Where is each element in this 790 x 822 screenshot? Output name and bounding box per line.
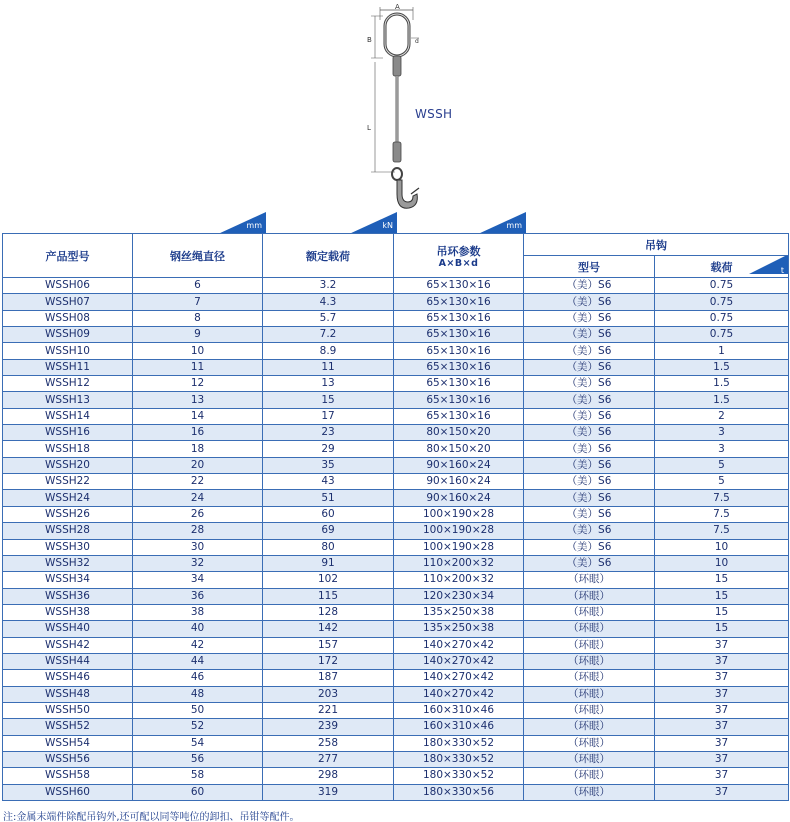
cell-rated-load: 11 xyxy=(263,359,394,375)
cell-diameter: 38 xyxy=(133,604,263,620)
cell-hook-load: 15 xyxy=(655,621,789,637)
cell-hook-load: 15 xyxy=(655,572,789,588)
cell-hook-type: （环眼） xyxy=(524,604,655,620)
cell-diameter: 50 xyxy=(133,702,263,718)
cell-diameter: 9 xyxy=(133,327,263,343)
cell-rated-load: 298 xyxy=(263,768,394,784)
cell-hook-load: 10 xyxy=(655,539,789,555)
cell-hook-type: （环眼） xyxy=(524,735,655,751)
cell-model: WSSH26 xyxy=(3,506,133,522)
cell-hook-load: 37 xyxy=(655,702,789,718)
cell-ring-dims: 180×330×56 xyxy=(394,784,524,800)
table-row xyxy=(3,310,789,326)
cell-hook-load: 37 xyxy=(655,637,789,653)
cell-hook-type: （美）S6 xyxy=(524,327,655,343)
cell-diameter: 40 xyxy=(133,621,263,637)
table-row xyxy=(3,572,789,588)
unit-hook-load: t xyxy=(780,266,784,275)
cell-rated-load: 29 xyxy=(263,441,394,457)
cell-hook-load: 1 xyxy=(655,343,789,359)
cell-hook-type: （美）S6 xyxy=(524,392,655,408)
cell-hook-type: （环眼） xyxy=(524,653,655,669)
table-row xyxy=(3,359,789,375)
cell-rated-load: 80 xyxy=(263,539,394,555)
cell-model: WSSH56 xyxy=(3,751,133,767)
cell-model: WSSH16 xyxy=(3,425,133,441)
cell-ring-dims: 110×200×32 xyxy=(394,572,524,588)
cell-model: WSSH42 xyxy=(3,637,133,653)
cell-model: WSSH10 xyxy=(3,343,133,359)
table-row xyxy=(3,621,789,637)
cell-hook-load: 2 xyxy=(655,408,789,424)
cell-model: WSSH44 xyxy=(3,653,133,669)
cell-model: WSSH54 xyxy=(3,735,133,751)
cell-diameter: 26 xyxy=(133,506,263,522)
cell-model: WSSH30 xyxy=(3,539,133,555)
table-row xyxy=(3,392,789,408)
spec-table xyxy=(2,233,789,801)
cell-model: WSSH40 xyxy=(3,621,133,637)
cell-ring-dims: 140×270×42 xyxy=(394,686,524,702)
cell-rated-load: 91 xyxy=(263,555,394,571)
cell-diameter: 48 xyxy=(133,686,263,702)
table-row xyxy=(3,555,789,571)
cell-ring-dims: 100×190×28 xyxy=(394,506,524,522)
cell-rated-load: 258 xyxy=(263,735,394,751)
cell-diameter: 60 xyxy=(133,784,263,800)
cell-diameter: 10 xyxy=(133,343,263,359)
cell-hook-load: 10 xyxy=(655,555,789,571)
header-hook-load: 载荷 xyxy=(710,260,733,274)
cell-hook-type: （环眼） xyxy=(524,572,655,588)
cell-model: WSSH06 xyxy=(3,278,133,294)
cell-hook-type: （美）S6 xyxy=(524,359,655,375)
cell-rated-load: 15 xyxy=(263,392,394,408)
cell-ring-dims: 100×190×28 xyxy=(394,523,524,539)
ring-params-label: 吊环参数 xyxy=(436,244,481,258)
cell-rated-load: 187 xyxy=(263,670,394,686)
header-model: 产品型号 xyxy=(3,234,133,278)
table-body xyxy=(3,278,789,801)
cell-hook-load: 37 xyxy=(655,670,789,686)
cell-rated-load: 51 xyxy=(263,490,394,506)
cell-hook-load: 0.75 xyxy=(655,278,789,294)
cell-rated-load: 43 xyxy=(263,474,394,490)
cell-diameter: 22 xyxy=(133,474,263,490)
table-row xyxy=(3,408,789,424)
cell-model: WSSH11 xyxy=(3,359,133,375)
table-row xyxy=(3,702,789,718)
cell-hook-type: （环眼） xyxy=(524,702,655,718)
cell-ring-dims: 135×250×38 xyxy=(394,604,524,620)
cell-ring-dims: 160×310×46 xyxy=(394,702,524,718)
cell-model: WSSH34 xyxy=(3,572,133,588)
cell-ring-dims: 65×130×16 xyxy=(394,278,524,294)
cell-diameter: 32 xyxy=(133,555,263,571)
table-row xyxy=(3,653,789,669)
header-hook-type: 型号 xyxy=(524,256,655,278)
cell-model: WSSH24 xyxy=(3,490,133,506)
cell-hook-type: （美）S6 xyxy=(524,490,655,506)
cell-rated-load: 277 xyxy=(263,751,394,767)
cell-hook-type: （环眼） xyxy=(524,686,655,702)
cell-hook-type: （环眼） xyxy=(524,637,655,653)
cell-model: WSSH28 xyxy=(3,523,133,539)
cell-hook-load: 37 xyxy=(655,735,789,751)
table-row xyxy=(3,735,789,751)
ring-dims-label: A×B×d xyxy=(438,257,479,269)
cell-rated-load: 157 xyxy=(263,637,394,653)
cell-hook-type: （环眼） xyxy=(524,768,655,784)
cell-diameter: 20 xyxy=(133,457,263,473)
cell-diameter: 36 xyxy=(133,588,263,604)
cell-rated-load: 172 xyxy=(263,653,394,669)
cell-hook-load: 0.75 xyxy=(655,310,789,326)
cell-rated-load: 3.2 xyxy=(263,278,394,294)
cell-ring-dims: 180×330×52 xyxy=(394,735,524,751)
cell-hook-load: 37 xyxy=(655,751,789,767)
cell-rated-load: 102 xyxy=(263,572,394,588)
header-hook-load-cell xyxy=(655,256,789,278)
cell-ring-dims: 65×130×16 xyxy=(394,343,524,359)
spec-table-wrap xyxy=(2,233,788,801)
cell-ring-dims: 140×270×42 xyxy=(394,637,524,653)
cell-hook-type: （环眼） xyxy=(524,784,655,800)
cell-hook-type: （美）S6 xyxy=(524,343,655,359)
cell-hook-type: （环眼） xyxy=(524,719,655,735)
table-row xyxy=(3,751,789,767)
table-row xyxy=(3,539,789,555)
header-diameter: 钢丝绳直径 xyxy=(133,234,263,278)
cell-diameter: 54 xyxy=(133,735,263,751)
cell-diameter: 12 xyxy=(133,376,263,392)
cell-hook-type: （美）S6 xyxy=(524,425,655,441)
cell-diameter: 8 xyxy=(133,310,263,326)
cell-model: WSSH18 xyxy=(3,441,133,457)
cell-rated-load: 142 xyxy=(263,621,394,637)
cell-diameter: 34 xyxy=(133,572,263,588)
cell-hook-load: 0.75 xyxy=(655,294,789,310)
cell-rated-load: 319 xyxy=(263,784,394,800)
cell-diameter: 7 xyxy=(133,294,263,310)
diagram-label: WSSH xyxy=(415,107,453,121)
table-row xyxy=(3,637,789,653)
cell-ring-dims: 65×130×16 xyxy=(394,376,524,392)
cell-hook-type: （美）S6 xyxy=(524,555,655,571)
cell-hook-type: （美）S6 xyxy=(524,294,655,310)
cell-hook-type: （美）S6 xyxy=(524,408,655,424)
cell-rated-load: 17 xyxy=(263,408,394,424)
table-row xyxy=(3,376,789,392)
cell-ring-dims: 180×330×52 xyxy=(394,768,524,784)
unit-tab-load xyxy=(349,212,397,234)
table-row xyxy=(3,474,789,490)
cell-hook-load: 1.5 xyxy=(655,359,789,375)
cell-hook-load: 0.75 xyxy=(655,327,789,343)
cell-hook-load: 1.5 xyxy=(655,376,789,392)
cell-model: WSSH60 xyxy=(3,784,133,800)
cell-hook-type: （美）S6 xyxy=(524,376,655,392)
cell-rated-load: 23 xyxy=(263,425,394,441)
cell-hook-type: （美）S6 xyxy=(524,539,655,555)
cell-rated-load: 239 xyxy=(263,719,394,735)
cell-diameter: 28 xyxy=(133,523,263,539)
table-row xyxy=(3,506,789,522)
cell-ring-dims: 65×130×16 xyxy=(394,310,524,326)
cell-hook-load: 37 xyxy=(655,686,789,702)
table-row xyxy=(3,768,789,784)
table-row xyxy=(3,784,789,800)
footnote: 注:金属末端件除配吊钩外,还可配以同等吨位的卸扣、吊钳等配件。 xyxy=(3,812,300,822)
cell-hook-type: （环眼） xyxy=(524,751,655,767)
cell-diameter: 52 xyxy=(133,719,263,735)
cell-ring-dims: 110×200×32 xyxy=(394,555,524,571)
cell-rated-load: 128 xyxy=(263,604,394,620)
cell-rated-load: 4.3 xyxy=(263,294,394,310)
cell-hook-type: （环眼） xyxy=(524,621,655,637)
cell-rated-load: 8.9 xyxy=(263,343,394,359)
cell-model: WSSH20 xyxy=(3,457,133,473)
cell-diameter: 11 xyxy=(133,359,263,375)
cell-hook-load: 7.5 xyxy=(655,523,789,539)
cell-diameter: 30 xyxy=(133,539,263,555)
cell-rated-load: 13 xyxy=(263,376,394,392)
cell-model: WSSH08 xyxy=(3,310,133,326)
cell-rated-load: 7.2 xyxy=(263,327,394,343)
cell-ring-dims: 90×160×24 xyxy=(394,474,524,490)
cell-model: WSSH22 xyxy=(3,474,133,490)
cell-ring-dims: 65×130×16 xyxy=(394,408,524,424)
cell-diameter: 24 xyxy=(133,490,263,506)
cell-model: WSSH58 xyxy=(3,768,133,784)
table-row xyxy=(3,441,789,457)
cell-diameter: 58 xyxy=(133,768,263,784)
cell-ring-dims: 120×230×34 xyxy=(394,588,524,604)
dim-a-label: A xyxy=(395,3,400,11)
cell-diameter: 18 xyxy=(133,441,263,457)
cell-ring-dims: 90×160×24 xyxy=(394,457,524,473)
cell-model: WSSH52 xyxy=(3,719,133,735)
cell-hook-type: （美）S6 xyxy=(524,441,655,457)
cell-ring-dims: 90×160×24 xyxy=(394,490,524,506)
cell-diameter: 14 xyxy=(133,408,263,424)
table-row xyxy=(3,490,789,506)
cell-hook-type: （环眼） xyxy=(524,670,655,686)
table-row xyxy=(3,343,789,359)
unit-load: kN xyxy=(382,221,393,230)
cell-rated-load: 35 xyxy=(263,457,394,473)
cell-ring-dims: 180×330×52 xyxy=(394,751,524,767)
cell-diameter: 13 xyxy=(133,392,263,408)
cell-diameter: 56 xyxy=(133,751,263,767)
cell-diameter: 6 xyxy=(133,278,263,294)
cell-ring-dims: 65×130×16 xyxy=(394,294,524,310)
header-hook: 吊钩 xyxy=(524,234,789,256)
table-row xyxy=(3,523,789,539)
cell-ring-dims: 160×310×46 xyxy=(394,719,524,735)
cell-hook-load: 5 xyxy=(655,474,789,490)
cell-model: WSSH38 xyxy=(3,604,133,620)
cell-hook-load: 5 xyxy=(655,457,789,473)
cell-rated-load: 203 xyxy=(263,686,394,702)
cell-model: WSSH12 xyxy=(3,376,133,392)
cell-hook-type: （环眼） xyxy=(524,588,655,604)
cell-ring-dims: 100×190×28 xyxy=(394,539,524,555)
cell-hook-type: （美）S6 xyxy=(524,457,655,473)
cell-ring-dims: 65×130×16 xyxy=(394,359,524,375)
table-row xyxy=(3,294,789,310)
cell-hook-type: （美）S6 xyxy=(524,506,655,522)
dim-l-label: L xyxy=(367,124,371,132)
cell-model: WSSH48 xyxy=(3,686,133,702)
cell-model: WSSH07 xyxy=(3,294,133,310)
cell-hook-load: 7.5 xyxy=(655,490,789,506)
table-row xyxy=(3,588,789,604)
cell-ring-dims: 140×270×42 xyxy=(394,670,524,686)
unit-tab-diameter xyxy=(218,212,266,234)
cell-ring-dims: 140×270×42 xyxy=(394,653,524,669)
table-row xyxy=(3,457,789,473)
cell-hook-type: （美）S6 xyxy=(524,310,655,326)
cell-model: WSSH09 xyxy=(3,327,133,343)
table-row xyxy=(3,719,789,735)
cell-hook-load: 37 xyxy=(655,784,789,800)
table-row xyxy=(3,425,789,441)
cell-model: WSSH46 xyxy=(3,670,133,686)
cell-ring-dims: 65×130×16 xyxy=(394,327,524,343)
dim-d-label: d xyxy=(415,38,419,45)
cell-model: WSSH14 xyxy=(3,408,133,424)
cell-hook-load: 37 xyxy=(655,768,789,784)
table-row xyxy=(3,670,789,686)
cell-hook-load: 3 xyxy=(655,425,789,441)
table-row xyxy=(3,686,789,702)
table-row xyxy=(3,278,789,294)
cell-rated-load: 5.7 xyxy=(263,310,394,326)
unit-diameter: mm xyxy=(246,221,262,230)
cell-diameter: 42 xyxy=(133,637,263,653)
dim-b-label: B xyxy=(367,36,372,44)
table-row xyxy=(3,327,789,343)
cell-diameter: 44 xyxy=(133,653,263,669)
cell-ring-dims: 65×130×16 xyxy=(394,392,524,408)
cell-hook-load: 37 xyxy=(655,719,789,735)
cell-rated-load: 60 xyxy=(263,506,394,522)
cell-rated-load: 115 xyxy=(263,588,394,604)
header-rated-load: 额定载荷 xyxy=(263,234,394,278)
cell-ring-dims: 80×150×20 xyxy=(394,441,524,457)
cell-hook-load: 37 xyxy=(655,653,789,669)
cell-model: WSSH32 xyxy=(3,555,133,571)
cell-model: WSSH13 xyxy=(3,392,133,408)
cell-ring-dims: 135×250×38 xyxy=(394,621,524,637)
cell-hook-type: （美）S6 xyxy=(524,278,655,294)
cell-rated-load: 221 xyxy=(263,702,394,718)
cell-hook-load: 15 xyxy=(655,604,789,620)
cell-model: WSSH36 xyxy=(3,588,133,604)
cell-model: WSSH50 xyxy=(3,702,133,718)
cell-diameter: 46 xyxy=(133,670,263,686)
table-row xyxy=(3,604,789,620)
cell-hook-load: 3 xyxy=(655,441,789,457)
cell-ring-dims: 80×150×20 xyxy=(394,425,524,441)
cell-hook-load: 7.5 xyxy=(655,506,789,522)
cell-hook-type: （美）S6 xyxy=(524,523,655,539)
cell-hook-type: （美）S6 xyxy=(524,474,655,490)
header-ring-params xyxy=(394,234,524,278)
unit-ring: mm xyxy=(506,221,522,230)
cell-diameter: 16 xyxy=(133,425,263,441)
unit-tab-ring xyxy=(478,212,526,234)
cell-rated-load: 69 xyxy=(263,523,394,539)
cell-hook-load: 1.5 xyxy=(655,392,789,408)
cell-hook-load: 15 xyxy=(655,588,789,604)
